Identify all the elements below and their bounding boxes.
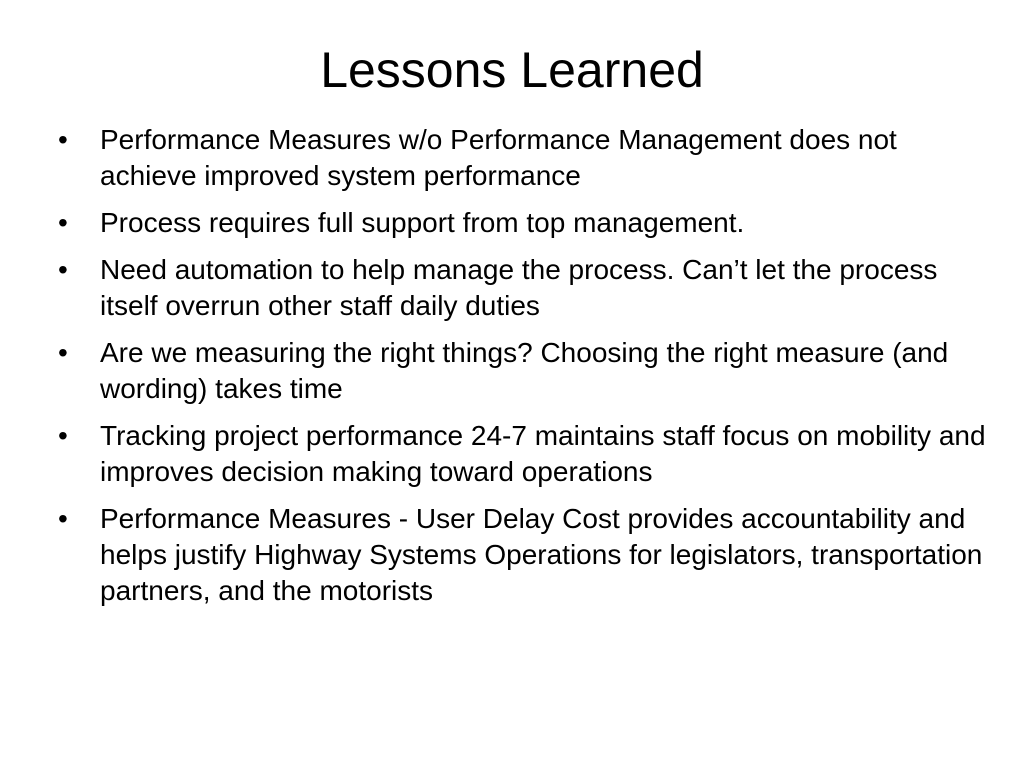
bullet-icon: •: [58, 124, 68, 155]
list-item: [58, 335, 988, 407]
bullet-text: Tracking project performance 24-7 maintains staff focus on mobility and improves decision making toward operations: [100, 420, 986, 487]
slide-title: Lessons Learned: [320, 42, 704, 98]
bullet-icon: •: [58, 337, 68, 368]
bullet-icon: •: [58, 254, 68, 285]
bullet-text: Need automation to help manage the process. Can’t let the process itself overrun other staff daily duties: [100, 254, 938, 321]
list-item: [58, 122, 988, 194]
list-item: [58, 205, 988, 241]
bullet-icon: •: [58, 503, 68, 534]
bullet-icon: •: [58, 420, 68, 451]
list-item: [58, 418, 988, 490]
list-item: [58, 252, 988, 324]
list-item: [58, 501, 988, 609]
bullet-text: Process requires full support from top management.: [100, 207, 745, 238]
bullet-icon: •: [58, 207, 68, 238]
bullet-text: Performance Measures - User Delay Cost provides accountability and helps justify Highway Systems Operations for legislators, transportation partners, and the motorists: [100, 503, 983, 606]
bullet-text: Are we measuring the right things? Choosing the right measure (and wording) takes time: [100, 337, 949, 404]
bullet-text: Performance Measures w/o Performance Management does not achieve improved system performance: [100, 124, 897, 191]
bullet-list: [58, 122, 988, 620]
